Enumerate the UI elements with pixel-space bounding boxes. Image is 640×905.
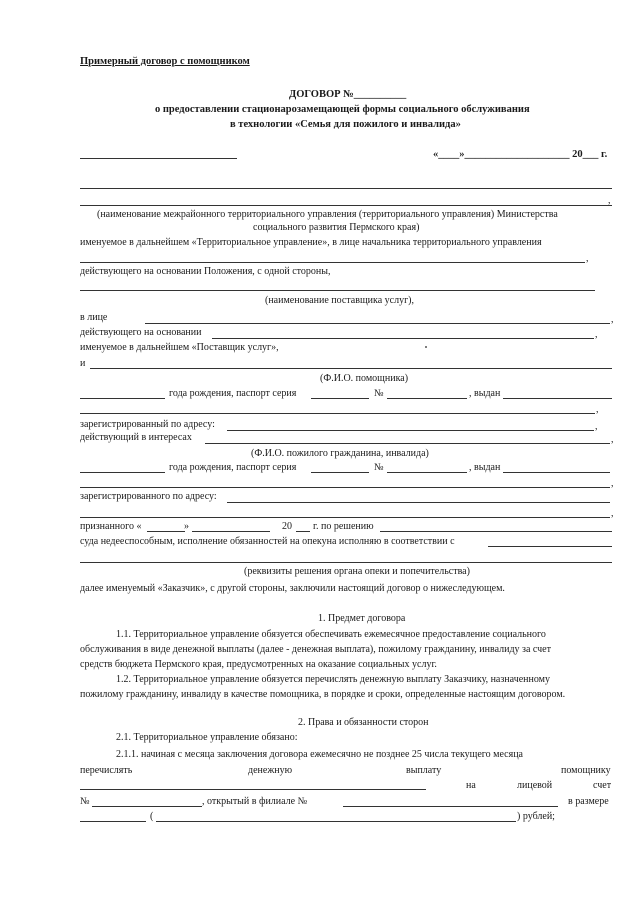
guardianship-line-2[interactable]: [80, 562, 612, 563]
assistant-birth-year-line[interactable]: [80, 398, 165, 399]
elder-name-line[interactable]: [205, 443, 610, 444]
section1-p2-line1: 1.2. Территориальное управление обязуется перечислять денежную выплату Заказчику, назначенному: [116, 674, 551, 685]
contract-subtitle-line1: о предоставлении стационарозамещающей формы социального обслуживания: [155, 104, 530, 115]
sample-contract-title: Примерный договор с помощником: [80, 56, 250, 67]
section2-p21: 2.1. Территориальное управление обязано:: [116, 732, 298, 743]
amount-open-paren: (: [150, 811, 154, 822]
territorial-caption-line1: (наименование межрайонного территориального управления (территориального управления) Министерства: [97, 209, 558, 220]
section2-heading: 2. Права и обязанности сторон: [298, 717, 429, 728]
recognized-year-line[interactable]: [296, 531, 310, 532]
assistant-issued-line[interactable]: [503, 398, 612, 399]
number-sign: №: [374, 388, 384, 399]
word-assistant: помощнику: [561, 765, 611, 776]
assistant-name-line[interactable]: [90, 368, 612, 369]
amount-words-line[interactable]: [156, 821, 516, 822]
in-amount-label: в размере: [568, 796, 609, 807]
elder-issued-line[interactable]: [503, 472, 610, 473]
and-label: и: [80, 358, 86, 369]
guardianship-caption: (реквизиты решения органа опеки и попечительства): [244, 566, 470, 577]
acting-basis-line[interactable]: [212, 338, 594, 339]
word-payment: выплату: [406, 765, 442, 776]
named-provider-text: именуемое в дальнейшем «Поставщик услуг»,: [80, 342, 279, 353]
comma: ,: [586, 253, 589, 264]
word-transfer: перечислять: [80, 765, 133, 776]
section1-p2-line2: пожилому гражданину, инвалиду в качестве помощника, в порядке и сроки, определенные настоящим договором.: [80, 689, 566, 700]
section1-p1-line1: 1.1. Территориальное управление обязуется обеспечивать ежемесячное предоставление социального: [116, 629, 546, 640]
guardianship-line-1[interactable]: [488, 546, 612, 547]
territorial-caption-line2: социального развития Пермского края): [253, 222, 420, 233]
customer-text: далее именуемый «Заказчик», с другой стороны, заключили настоящий договор о нижеследующем.: [80, 583, 505, 594]
word-to: на: [466, 780, 476, 791]
opened-branch-label: , открытый в филиале №: [202, 796, 308, 807]
provider-person-line[interactable]: [145, 323, 610, 324]
comma: ,: [596, 404, 599, 415]
provider-name-line[interactable]: [80, 290, 595, 291]
account-number-sign: №: [80, 796, 90, 807]
word-account: счет: [593, 780, 612, 791]
elder-passport-series-line[interactable]: [311, 472, 369, 473]
comma: ,: [611, 508, 614, 519]
section1-p1-line3: средств бюджета Пермского края, предусмотренных на оказание социальных услуг.: [80, 659, 437, 670]
court-text: суда недееспособным, исполнение обязанностей на опекуна исполняю в соответствии с: [80, 536, 455, 547]
elder-address-line-2[interactable]: [80, 517, 610, 518]
assistant-passport-number-line[interactable]: [387, 398, 467, 399]
acting-interests-label: действующий в интересах: [80, 432, 192, 443]
assistant-name-payment-line[interactable]: [80, 789, 426, 790]
comma: ,: [595, 329, 598, 340]
section2-p211-line1: 2.1.1. начиная с месяца заключения договора ежемесячно не позднее 25 числа текущего месяца: [116, 749, 523, 760]
by-decision-label: г. по решению: [313, 521, 374, 532]
elder-caption: (Ф.И.О. пожилого гражданина, инвалида): [251, 448, 429, 459]
court-decision-line[interactable]: [380, 531, 612, 532]
acting-basis-label: действующего на основании: [80, 327, 202, 338]
section1-heading: 1. Предмет договора: [318, 613, 406, 624]
assistant-passport-series-line[interactable]: [311, 398, 369, 399]
birth-year-label: года рождения, паспорт серия: [169, 388, 297, 399]
recognized-month-line[interactable]: [192, 531, 270, 532]
provider-caption: (наименование поставщика услуг),: [265, 295, 415, 306]
elder-address-line[interactable]: [227, 502, 610, 503]
contract-date: «____»____________________ 20___ г.: [433, 149, 608, 160]
registered-at-label-2: зарегистрированного по адресу:: [80, 491, 217, 502]
place-blank-line[interactable]: [80, 158, 237, 159]
recognized-prefix: признанного «: [80, 521, 142, 532]
recognized-day-line[interactable]: [147, 531, 185, 532]
number-sign-2: №: [374, 462, 384, 473]
word-personal: лицевой: [517, 780, 553, 791]
assistant-address-line[interactable]: [227, 430, 594, 431]
contract-subtitle-line2: в технологии «Семья для пожилого и инвалида»: [230, 119, 461, 130]
rubles-label: ) рублей;: [517, 811, 555, 822]
assistant-issued-line-2[interactable]: [80, 413, 595, 414]
in-person-label: в лице: [80, 312, 108, 323]
comma: ,: [611, 478, 614, 489]
account-number-line[interactable]: [92, 806, 202, 807]
acting-regulation-text: действующего на основании Положения, с одной стороны,: [80, 266, 331, 277]
territorial-name-line-2[interactable]: [80, 205, 612, 206]
elder-issued-line-2[interactable]: [80, 487, 610, 488]
issued-label-2: , выдан: [469, 462, 501, 473]
section1-p1-line2: обслуживания в виде денежной выплаты (далее - денежная выплата), пожилому гражданину, инвалиду за счет: [80, 644, 551, 655]
comma: ,: [611, 434, 614, 445]
comma: ,: [611, 314, 614, 325]
assistant-caption: (Ф.И.О. помощника): [320, 373, 409, 384]
comma: ,: [595, 421, 598, 432]
recognized-year-20: 20: [282, 521, 292, 532]
scan-speck: [425, 346, 427, 348]
head-name-line[interactable]: [80, 262, 585, 263]
branch-number-line[interactable]: [343, 806, 558, 807]
elder-passport-number-line[interactable]: [387, 472, 467, 473]
birth-year-label-2: года рождения, паспорт серия: [169, 462, 297, 473]
comma: ,: [608, 195, 611, 206]
recognized-quote: »: [184, 521, 189, 532]
issued-label: , выдан: [469, 388, 501, 399]
named-territorial-text: именуемое в дальнейшем «Территориальное управление», в лице начальника территориального управления: [80, 237, 542, 248]
contract-title: ДОГОВОР №__________: [289, 89, 407, 100]
registered-at-label: зарегистрированный по адресу:: [80, 419, 215, 430]
elder-birth-year-line[interactable]: [80, 472, 165, 473]
amount-digits-line[interactable]: [80, 821, 146, 822]
territorial-name-line-1[interactable]: [80, 188, 612, 189]
word-monetary: денежную: [248, 765, 293, 776]
